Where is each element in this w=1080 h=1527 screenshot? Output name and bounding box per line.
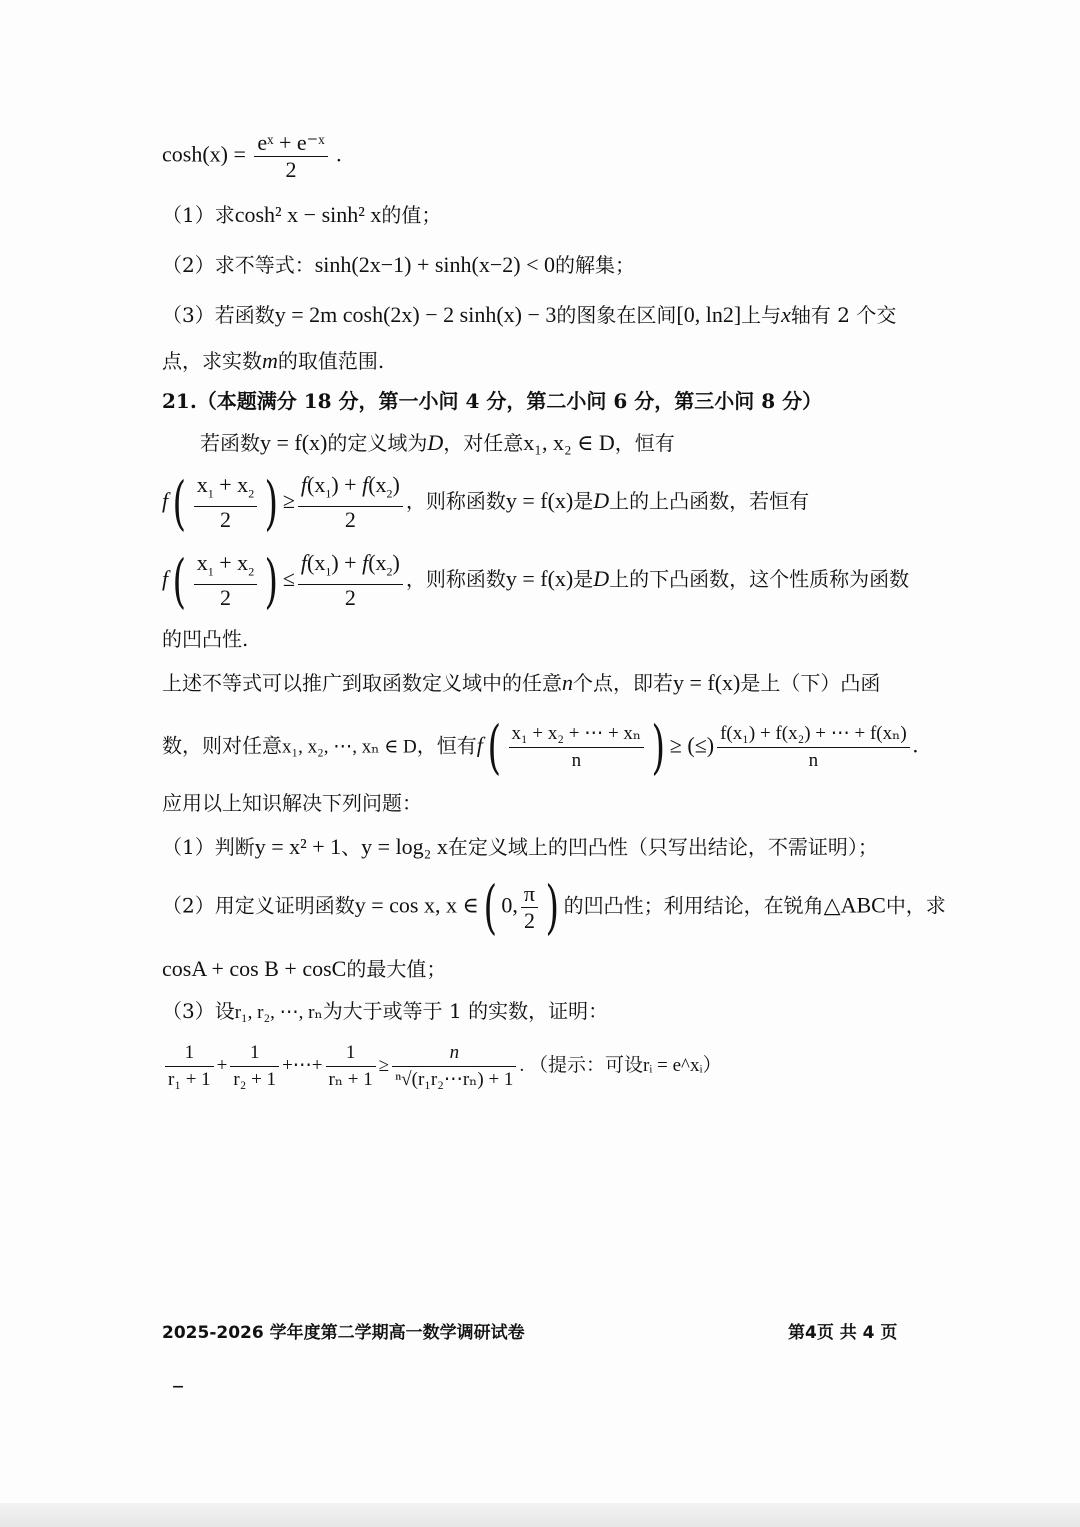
q21-part2-line2 xyxy=(162,956,446,982)
cosh-denominator: 2 xyxy=(285,157,297,182)
q21-intro-D: D xyxy=(427,430,444,455)
gen-a: 上述不等式可以推广到取函数定义域中的任意 xyxy=(162,671,562,695)
q21-p1-fn1: y = x² + 1 xyxy=(254,834,342,859)
fval-den: 2 xyxy=(344,507,356,533)
right-paren: ) xyxy=(264,468,279,537)
avg-den: 2 xyxy=(219,507,231,533)
cosh-fraction xyxy=(254,130,327,183)
q21-intro-vars: x₁, x₂ ∈ D xyxy=(523,430,615,455)
recip1-den: r₁ + 1 xyxy=(168,1069,211,1090)
gen2-den-left: n xyxy=(571,749,582,771)
f-symbol: f xyxy=(162,566,169,592)
fval-den: 2 xyxy=(344,585,356,611)
q21-intro-math: y = f(x) xyxy=(260,430,328,455)
q20-p1-text: 的值； xyxy=(381,203,442,227)
f-symbol: f xyxy=(476,732,483,758)
q21-intro-d: ，恒有 xyxy=(614,431,675,455)
period: . xyxy=(912,732,919,758)
recip2-den: r₂ + 1 xyxy=(233,1069,277,1090)
q21-intro xyxy=(200,430,675,456)
recipn-num: 1 xyxy=(326,1040,376,1067)
avg-fraction xyxy=(194,550,257,611)
gen2-b: ，恒有 xyxy=(416,733,477,758)
root-fraction xyxy=(392,1040,516,1093)
q20-p3-interval: [0, ln2] xyxy=(676,302,742,327)
q21-p3-text: 为大于或等于 1 的实数，证明： xyxy=(322,999,609,1023)
q21-concavity: 的凹凸性. xyxy=(162,627,249,651)
avg-den: 2 xyxy=(219,585,231,611)
q21-p1-text: 在定义域上的凹凸性（只写出结论，不需证明）； xyxy=(447,835,878,859)
q20-part1 xyxy=(162,202,441,228)
cosh-definition xyxy=(162,130,342,183)
recipn-fraction xyxy=(326,1040,376,1093)
lower-D: D xyxy=(593,566,610,592)
leq-sign: ≤ xyxy=(282,566,295,592)
hint-close: ） xyxy=(702,1053,722,1076)
q21-intro-c: ，对任意 xyxy=(443,431,524,455)
q21-p2-fn: y = cos x, x ∈ xyxy=(354,892,479,918)
hint-open: （提示：可设 xyxy=(528,1053,643,1076)
left-paren: ( xyxy=(172,468,187,537)
q20-p1-math: cosh² x − sinh² x xyxy=(234,202,382,227)
gen2-a: 数，则对任意 xyxy=(162,733,282,758)
upper-fn: y = f(x) xyxy=(505,488,574,514)
root-den: ⁿ√(r₁r₂⋯rₙ) + 1 xyxy=(395,1069,514,1090)
q21-p2-end: 中，求 xyxy=(885,893,946,918)
q20-p2-label: （2）求不等式： xyxy=(162,253,315,277)
recip1-fraction xyxy=(165,1040,214,1093)
q20-part3-line2 xyxy=(162,348,384,374)
recip2-fraction xyxy=(230,1040,279,1093)
lower-fn: y = f(x) xyxy=(505,566,574,592)
q21-p2-line2-text: 的最大值； xyxy=(346,957,447,981)
q20-part2 xyxy=(162,252,635,278)
footer-left: 2025-2026 学年度第二学期高一数学调研试卷 xyxy=(162,1323,525,1343)
gen2-left-fraction xyxy=(509,721,645,774)
q20-p3-text3: 轴有 2 个交 xyxy=(790,303,897,327)
upper-is: 是 xyxy=(573,489,594,514)
gen-fn: y = f(x) xyxy=(673,670,741,695)
q21-p3-inequality: $\frac{1}{\text{r₁ + 1}}$ + $\frac{1}{\text{r₂ + 1}}$ +⋯+ $\frac{1}{\text{rₙ + 1}}$ ≥ $\frac{n}{\text{ⁿ√(r₁r₂⋯rₙ) + 1}}$ . （提示：可设rᵢ = e^xᵢ） xyxy=(162,1040,722,1093)
pi-half-fraction xyxy=(521,881,538,934)
root-num: n xyxy=(392,1040,516,1067)
q20-p2-math: sinh(2x−1) + sinh(x−2) < 0 xyxy=(314,252,556,277)
left-paren: ( xyxy=(483,873,497,941)
q20-p3-line2a: 点，求实数 xyxy=(162,349,262,373)
upper-end: 上的上凸函数，若恒有 xyxy=(609,489,810,514)
gen2-den-right: n xyxy=(808,749,819,771)
right-paren: ) xyxy=(545,873,560,941)
q21-p1-fn2: y = log₂ x xyxy=(361,834,448,859)
geq-sign: ≥ xyxy=(282,488,295,514)
q21-upper-ineq xyxy=(162,468,810,537)
q21-part1 xyxy=(162,834,878,860)
recip1-num: 1 xyxy=(165,1040,214,1067)
q21-general xyxy=(162,670,880,696)
scan-edge xyxy=(0,1503,1080,1527)
q20-p3-math: y = 2m cosh(2x) − 2 sinh(x) − 3 xyxy=(274,302,557,327)
recip2-num: 1 xyxy=(230,1040,279,1067)
q21-lower-ineq xyxy=(162,546,910,615)
q20-part3 xyxy=(162,302,896,328)
cosh-period: . xyxy=(336,141,342,167)
q21-intro-a: 若函数 xyxy=(200,431,260,455)
q21-p3-label: （3）设 xyxy=(162,999,235,1023)
gen-c: 是上（下）凸函 xyxy=(740,671,881,695)
q21-general2 xyxy=(162,713,919,781)
q21-p2-tri: △ABC xyxy=(823,892,886,918)
cosh-numerator: eˣ + e⁻ˣ xyxy=(254,130,327,157)
q20-p1-label: （1）求 xyxy=(162,203,235,227)
q21-p3-vars: r₁, r₂, ⋯, rₙ xyxy=(234,1002,323,1023)
q20-p3-line2b: 的取值范围. xyxy=(277,349,385,373)
upper-tail: ，则称函数 xyxy=(405,489,506,514)
lower-is: 是 xyxy=(573,567,594,592)
q20-p3-text1: 的图象在区间 xyxy=(556,303,677,327)
recipn-den: rₙ + 1 xyxy=(328,1069,373,1090)
right-paren: ) xyxy=(651,713,666,781)
pi-den: 2 xyxy=(523,907,535,933)
pi-num: π xyxy=(521,881,538,908)
q20-p3-x: x xyxy=(781,302,791,327)
footer-right: 第4页 共 4 页 xyxy=(788,1323,898,1343)
q21-apply: 应用以上知识解决下列问题： xyxy=(162,791,422,815)
q20-p2-text: 的解集； xyxy=(555,253,636,277)
q21-intro-b: 的定义域为 xyxy=(327,431,428,455)
avg-num: $x_1 + x_2$ xyxy=(194,550,257,585)
gen2-num-left: x₁ + x₂ + ⋯ + xₙ xyxy=(509,721,645,748)
q21-p2-text: 的凹凸性；利用结论，在锐角 xyxy=(563,893,824,918)
gen-b: 个点，即若 xyxy=(573,671,673,695)
q21-p1-sep: 、 xyxy=(341,835,362,859)
upper-D: D xyxy=(593,488,610,514)
gen2-num-right: f(x₁) + f(x₂) + ⋯ + f(xₙ) xyxy=(717,721,910,748)
lower-tail: ，则称函数 xyxy=(405,567,506,592)
stray-mark: – xyxy=(172,1371,184,1399)
cosh-lhs: cosh(x) = xyxy=(162,141,246,167)
fval-fraction xyxy=(298,550,403,611)
avg-num: $x_1 + x_2$ xyxy=(194,472,257,507)
hint-math: rᵢ = e^xᵢ xyxy=(642,1054,703,1076)
fval-fraction xyxy=(298,472,403,533)
left-paren: ( xyxy=(487,713,502,781)
gen2-right-fraction xyxy=(717,721,910,774)
lower-end: 上的下凸函数，这个性质称为函数 xyxy=(609,567,910,592)
f-symbol: f xyxy=(162,488,169,514)
fval-num: $f(x_1) + f(x_2)$ xyxy=(298,472,403,507)
q21-p2-label: （2）用定义证明函数 xyxy=(162,893,355,918)
q20-p3-text2: 上与 xyxy=(741,303,782,327)
gen-n: n xyxy=(562,670,573,695)
gen2-vars: x₁, x₂, ⋯, xₙ ∈ D xyxy=(282,736,417,758)
avg-fraction xyxy=(194,472,257,533)
q21-p2-zero: 0, xyxy=(501,892,518,918)
left-paren: ( xyxy=(172,546,187,615)
fval-num: $f(x_1) + f(x_2)$ xyxy=(298,550,403,585)
q21-part2 xyxy=(162,873,946,941)
q21-p1-label: （1）判断 xyxy=(162,835,255,859)
right-paren: ) xyxy=(264,546,279,615)
q21-part3 xyxy=(162,998,608,1026)
q20-p3-label: （3）若函数 xyxy=(162,303,275,327)
q21-p2-line2-math: cosA + cos B + cosC xyxy=(162,956,347,981)
q21-heading: 21.（本题满分 18 分，第一小问 4 分，第二小问 6 分，第三小问 8 分） xyxy=(162,389,823,413)
gen2-rel: ≥ (≤) xyxy=(669,732,715,758)
q20-p3-m: m xyxy=(262,348,278,373)
